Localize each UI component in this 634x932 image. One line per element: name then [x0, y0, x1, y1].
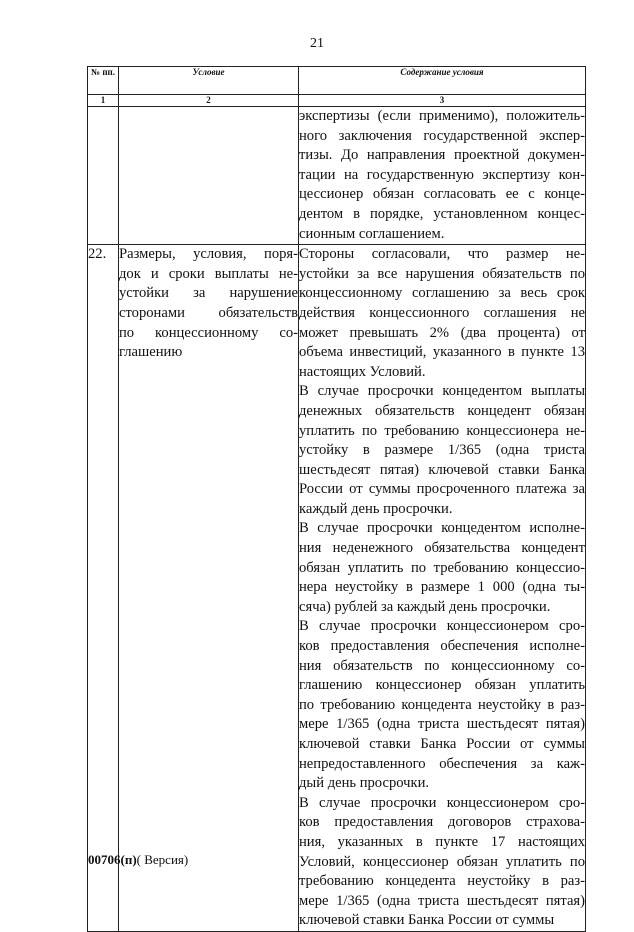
text-line: устойки за все нарушения обязательств по: [299, 265, 585, 282]
text-line: сяча) рублей за каждый день просрочки.: [299, 598, 551, 615]
text-line: ков предоставления обеспечения исполне-: [299, 638, 585, 655]
text-line: ния обязательств по концессионному со-: [299, 657, 585, 674]
text-line: ков предоставления договоров страхова-: [299, 814, 585, 831]
text-line: уплатить по требованию концессионера не-: [299, 422, 585, 439]
text-line: по концессионному со-: [119, 324, 298, 341]
text-line: ключевой ставки Банка России от суммы: [299, 736, 585, 752]
text-line: В случае просрочки концедентом выплаты: [299, 383, 585, 400]
continuation-paragraph: [299, 107, 585, 244]
text-line: глашению: [119, 344, 183, 361]
text-line: настоящих Условий.: [299, 363, 426, 380]
text-line: может превышать 2% (два процента) от: [299, 324, 585, 341]
column-number-row: [88, 95, 586, 107]
document-footer: [88, 852, 188, 868]
text-line: дый день просрочки.: [299, 775, 430, 792]
page-number: 21: [310, 36, 324, 51]
text-line: России от суммы просроченного платежа за: [299, 481, 585, 498]
row-number: 22.: [88, 245, 119, 932]
text-line: глашению концессионер обязан уплатить: [299, 677, 585, 694]
content-paragraph: [299, 794, 585, 931]
header-content: Содержание условия: [299, 67, 586, 95]
text-line: устойки за нарушение: [119, 285, 298, 302]
content-paragraph: [299, 382, 585, 519]
text-line: В случае просрочки концедентом исполне-: [299, 520, 585, 537]
document-code: 00706(п): [88, 852, 137, 867]
column-number: 1: [88, 95, 119, 107]
text-line: по требованию концедента неустойку в раз-: [299, 696, 585, 713]
text-line: мере 1/365 (одна триста шестьдесят пятая): [299, 716, 585, 733]
text-line: сторонами обязательств: [119, 304, 298, 321]
content-paragraph: [299, 519, 585, 617]
content-paragraph: [299, 245, 585, 382]
text-line: Условий, концессионер обязан уплатить по: [299, 853, 585, 870]
column-number: 2: [119, 95, 299, 107]
text-line: объема инвестиций, указанного в пункте 13: [299, 344, 585, 361]
text-line: непредоставленного обеспечения за каж-: [299, 755, 585, 772]
content-paragraph: [299, 617, 585, 793]
text-line: мере 1/365 (одна триста шестьдесят пятая): [299, 892, 585, 909]
table-header-row: [88, 67, 586, 95]
column-number: 3: [299, 95, 586, 107]
table-row-22: [88, 245, 586, 932]
text-line: ния, указанных в пункте 17 настоящих: [299, 833, 585, 850]
empty-number-cell: [88, 107, 119, 245]
text-line: сионным соглашением.: [299, 225, 445, 242]
text-line: тации на государственную экспертизу кон-: [299, 166, 585, 183]
text-line: экспертизы (если применимо), положитель-: [299, 108, 585, 124]
text-line: тизы. До направления проектной докумен-: [299, 147, 585, 164]
header-number: № пп.: [88, 67, 119, 95]
text-line: денежных обязательств концедент обязан: [299, 402, 585, 419]
text-line: В случае просрочки концессионером сро-: [299, 794, 585, 811]
text-line: устойку в размере 1/365 (одна триста: [299, 442, 585, 459]
table-row-continuation: [88, 107, 586, 245]
empty-condition-cell: [119, 107, 299, 245]
content-cell: [299, 245, 586, 932]
text-line: док и сроки выплаты не-: [119, 265, 298, 282]
text-line: ключевой ставки Банка России от суммы: [299, 912, 555, 929]
text-line: ного заключения государственной экспер-: [299, 127, 585, 144]
text-line: действия концессионного соглашения не: [299, 304, 585, 321]
condition-cell: [119, 245, 299, 932]
text-line: Размеры, условия, поря-: [119, 246, 298, 263]
text-line: шестьдесят пятая) ключевой ставки Банка: [299, 461, 585, 478]
text-line: ния неденежного обязательства концедент: [299, 540, 585, 557]
header-condition: Условие: [119, 67, 299, 95]
text-line: каждый день просрочки.: [299, 500, 453, 517]
text-line: В случае просрочки концессионером сро-: [299, 618, 585, 635]
text-line: Стороны согласовали, что размер не-: [299, 246, 585, 263]
text-line: требованию концедента неустойку в раз-: [299, 873, 585, 890]
text-line: обязан уплатить по требованию концессио-: [299, 559, 585, 576]
conditions-table: [87, 66, 586, 932]
text-line: цессионер обязан согласовать ее с конце-: [299, 186, 585, 203]
text-line: концессионному соглашению за весь срок: [299, 285, 585, 302]
text-line: дентом в порядке, установленном концес-: [299, 205, 585, 222]
continuation-content-cell: [299, 107, 586, 245]
document-version: ( Версия): [136, 852, 189, 867]
text-line: нера неустойку в размере 1 000 (одна ты-: [299, 579, 585, 596]
